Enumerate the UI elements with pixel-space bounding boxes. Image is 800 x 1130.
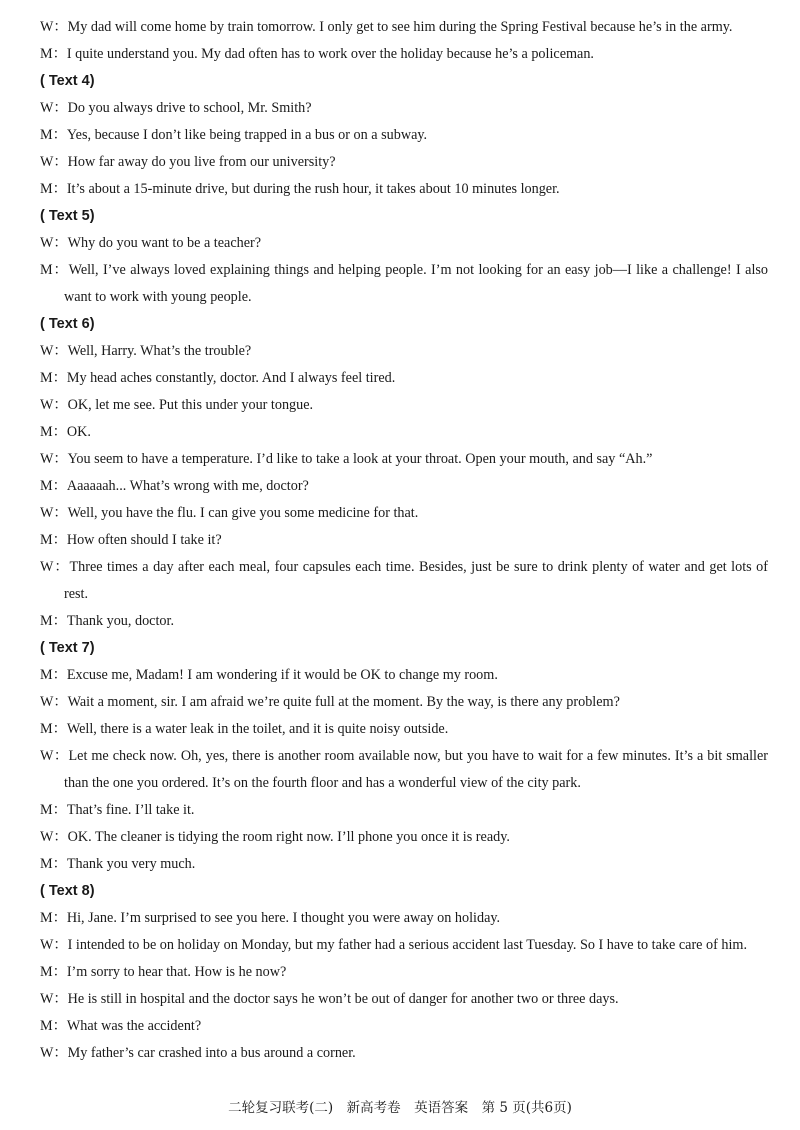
utterance-text: Excuse me, Madam! I am wondering if it would be OK to change my room. (66, 667, 498, 683)
utterance-text: Do you always drive to school, Mr. Smith? (67, 100, 312, 116)
speaker-label: W (40, 1045, 54, 1061)
utterance-text: Why do you want to be a teacher? (67, 235, 262, 251)
speaker-label: M (40, 424, 53, 440)
speaker-separator: ： (52, 532, 67, 548)
speaker-label: M (40, 262, 53, 278)
speaker-separator: ： (53, 235, 68, 251)
dialogue-line (40, 743, 768, 797)
speaker-separator: ： (52, 1018, 67, 1034)
speaker-label: W (40, 748, 54, 764)
speaker-label: M (40, 46, 53, 62)
speaker-label: W (40, 235, 54, 251)
dialogue-line (40, 824, 768, 851)
utterance-text: OK. (66, 424, 91, 440)
utterance-text: Wait a moment, sir. I am afraid we’re quite full at the moment. By the way, is there any problem? (67, 694, 620, 710)
utterance-text: What was the accident? (66, 1018, 202, 1034)
speaker-label: M (40, 181, 53, 197)
speaker-separator: ： (53, 1045, 68, 1061)
utterance-text: Aaaaaah... What’s wrong with me, doctor? (66, 478, 309, 494)
speaker-separator: ： (52, 478, 67, 494)
listening-transcript (40, 14, 768, 1067)
speaker-label: W (40, 343, 54, 359)
speaker-separator: ： (52, 181, 67, 197)
speaker-separator: ： (52, 424, 67, 440)
speaker-separator: ： (52, 370, 67, 386)
speaker-label: M (40, 613, 53, 629)
speaker-separator: ： (52, 802, 67, 818)
speaker-separator: ： (53, 397, 68, 413)
utterance-text: Well, Harry. What’s the trouble? (67, 343, 252, 359)
speaker-label: M (40, 910, 53, 926)
speaker-label: W (40, 397, 54, 413)
utterance-text: Well, there is a water leak in the toilet, and it is quite noisy outside. (66, 721, 449, 737)
utterance-text: Well, I’ve always loved explaining things and helping people. I’m not looking for an easy job—I like a challenge! I also want to work with young people. (64, 262, 768, 305)
dialogue-line (40, 473, 768, 500)
speaker-separator: ： (52, 667, 67, 683)
dialogue-line (40, 662, 768, 689)
dialogue-line (40, 527, 768, 554)
section-heading: ( Text 4) (40, 73, 95, 89)
speaker-label: W (40, 829, 54, 845)
speaker-label: M (40, 532, 53, 548)
speaker-label: W (40, 694, 54, 710)
utterance-text: My head aches constantly, doctor. And I always feel tired. (66, 370, 396, 386)
speaker-label: M (40, 964, 53, 980)
speaker-separator: ： (52, 613, 67, 629)
section-heading: ( Text 6) (40, 316, 95, 332)
speaker-separator: ： (52, 964, 67, 980)
dialogue-line (40, 338, 768, 365)
speaker-separator: ： (53, 559, 70, 575)
speaker-label: M (40, 478, 53, 494)
dialogue-line (40, 95, 768, 122)
speaker-separator: ： (52, 856, 67, 872)
dialogue-line (40, 851, 768, 878)
speaker-label: M (40, 721, 53, 737)
speaker-separator: ： (53, 694, 68, 710)
speaker-separator: ： (53, 100, 68, 116)
utterance-text: I quite understand you. My dad often has to work over the holiday because he’s a policeman. (66, 46, 594, 62)
speaker-label: M (40, 802, 53, 818)
utterance-text: Thank you very much. (66, 856, 196, 872)
speaker-label: M (40, 856, 53, 872)
speaker-separator: ： (52, 127, 67, 143)
dialogue-line (40, 500, 768, 527)
utterance-text: Let me check now. Oh, yes, there is another room available now, but you have to wait for a few minutes. It’s a bit smaller than the one you ordered. It’s on the fourth floor and has a wonderful view of the city park. (64, 748, 768, 791)
utterance-text: My father’s car crashed into a bus around a corner. (67, 1045, 356, 1061)
dialogue-line (40, 230, 768, 257)
speaker-separator: ： (53, 154, 68, 170)
dialogue-line (40, 257, 768, 311)
dialogue-line (40, 176, 768, 203)
utterance-text: It’s about a 15-minute drive, but during the rush hour, it takes about 10 minutes longer. (66, 181, 560, 197)
speaker-label: W (40, 451, 54, 467)
speaker-separator: ： (53, 937, 68, 953)
speaker-label: W (40, 559, 54, 575)
speaker-label: W (40, 937, 54, 953)
dialogue-line (40, 1040, 768, 1067)
speaker-label: W (40, 154, 54, 170)
dialogue-line (40, 716, 768, 743)
speaker-separator: ： (52, 721, 67, 737)
utterance-text: Thank you, doctor. (66, 613, 175, 629)
page-footer: 二轮复习联考(二) 新高考卷 英语答案 第 5 页(共6页) (228, 1100, 572, 1116)
speaker-separator: ： (53, 505, 68, 521)
utterance-text: Yes, because I don’t like being trapped in a bus or on a subway. (66, 127, 428, 143)
speaker-label: W (40, 100, 54, 116)
dialogue-line (40, 1013, 768, 1040)
utterance-text: OK. The cleaner is tidying the room right now. I’ll phone you once it is ready. (67, 829, 510, 845)
dialogue-line (40, 797, 768, 824)
utterance-text: OK, let me see. Put this under your tongue. (67, 397, 314, 413)
utterance-text: You seem to have a temperature. I’d like to take a look at your throat. Open your mouth, and say “Ah.” (67, 451, 653, 467)
utterance-text: My dad will come home by train tomorrow. I only get to see him during the Spring Festival because he’s in the army. (67, 19, 733, 35)
speaker-label: M (40, 1018, 53, 1034)
utterance-text: How far away do you live from our university? (67, 154, 336, 170)
dialogue-line (40, 905, 768, 932)
dialogue-line (40, 689, 768, 716)
utterance-text: Hi, Jane. I’m surprised to see you here. I thought you were away on holiday. (66, 910, 501, 926)
section-heading: ( Text 8) (40, 883, 95, 899)
dialogue-line (40, 392, 768, 419)
dialogue-line (40, 419, 768, 446)
utterance-text: Well, you have the flu. I can give you some medicine for that. (67, 505, 419, 521)
speaker-separator: ： (53, 991, 68, 1007)
dialogue-line (40, 446, 768, 473)
dialogue-line (40, 554, 768, 608)
speaker-separator: ： (53, 748, 69, 764)
dialogue-line (40, 14, 768, 41)
dialogue-line (40, 149, 768, 176)
speaker-separator: ： (52, 262, 69, 278)
speaker-label: W (40, 19, 54, 35)
utterance-text: Three times a day after each meal, four capsules each time. Besides, just be sure to drink plenty of water and get lots of rest. (64, 559, 768, 602)
dialogue-line (40, 986, 768, 1013)
speaker-separator: ： (53, 343, 68, 359)
speaker-separator: ： (53, 829, 68, 845)
utterance-text: I intended to be on holiday on Monday, but my father had a serious accident last Tuesday. So I have to take care of him. (67, 937, 747, 953)
speaker-separator: ： (52, 910, 67, 926)
speaker-separator: ： (52, 46, 67, 62)
dialogue-line (40, 932, 768, 959)
speaker-separator: ： (53, 451, 68, 467)
utterance-text: I’m sorry to hear that. How is he now? (66, 964, 287, 980)
dialogue-line (40, 959, 768, 986)
utterance-text: How often should I take it? (66, 532, 222, 548)
speaker-label: W (40, 505, 54, 521)
utterance-text: He is still in hospital and the doctor says he won’t be out of danger for another two or three days. (67, 991, 619, 1007)
dialogue-line (40, 122, 768, 149)
dialogue-line (40, 608, 768, 635)
speaker-label: M (40, 370, 53, 386)
section-heading: ( Text 7) (40, 640, 95, 656)
speaker-label: W (40, 991, 54, 1007)
dialogue-line (40, 365, 768, 392)
section-heading: ( Text 5) (40, 208, 95, 224)
speaker-separator: ： (53, 19, 68, 35)
dialogue-line (40, 41, 768, 68)
speaker-label: M (40, 667, 53, 683)
speaker-label: M (40, 127, 53, 143)
utterance-text: That’s fine. I’ll take it. (66, 802, 195, 818)
